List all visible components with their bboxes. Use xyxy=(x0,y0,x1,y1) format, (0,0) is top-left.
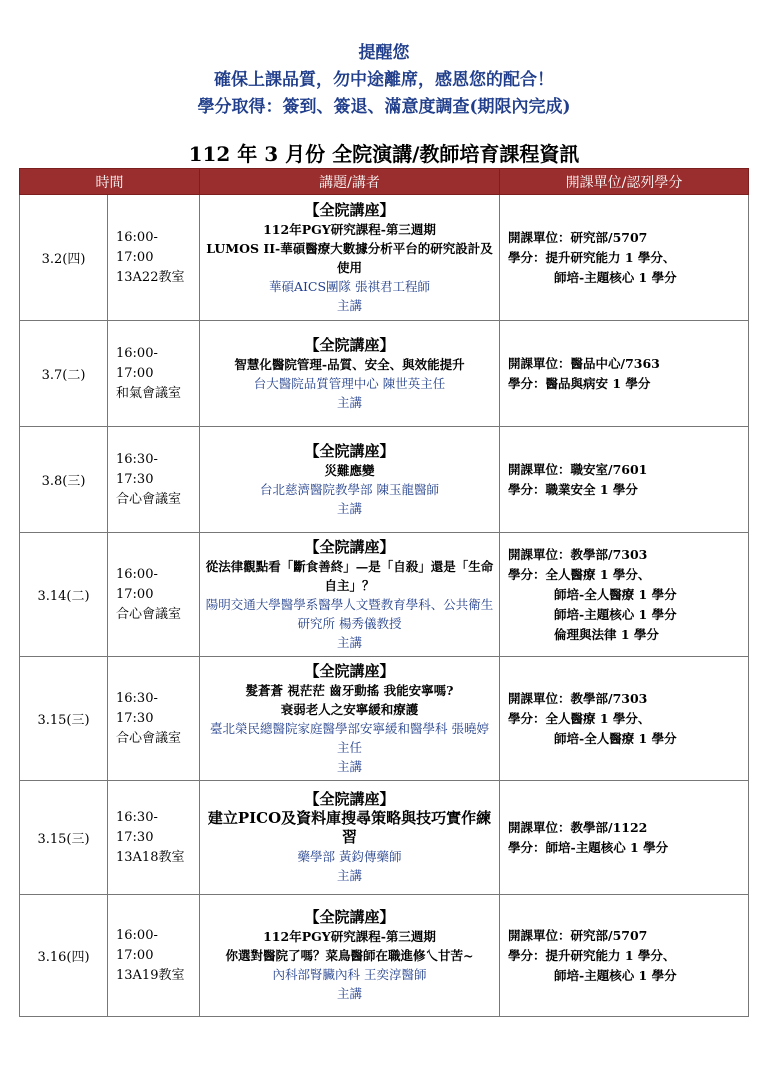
table-row xyxy=(20,195,749,321)
lecture-title: 從法律觀點看「斷食善終」—是「自殺」還是「生命自主」？ xyxy=(205,558,494,593)
date-cell: 3.7(二) xyxy=(20,321,108,427)
time-range: 16:00-17:00 xyxy=(116,345,158,381)
lecture-title: 112年PGY研究課程-第三週期 xyxy=(263,221,436,237)
credit-item: 學分：職業安全 1 學分 xyxy=(508,481,638,497)
date-cell: 3.8(三) xyxy=(20,427,108,533)
unit-label: 開課單位：教學部/1122 xyxy=(508,819,648,835)
speaker: 藥學部 黃鈞傳藥師 xyxy=(297,849,402,864)
table-row xyxy=(20,895,749,1017)
credit-item: 倫理與法律 1 學分 xyxy=(554,626,659,642)
room: 和氣會議室 xyxy=(116,385,182,401)
time-cell xyxy=(108,657,200,781)
notice-credit-rule: 學分取得：簽到、簽退、滿意度調查(期限內完成) xyxy=(197,97,571,117)
time-cell xyxy=(108,195,200,321)
credit-item: 師培-全人醫療 1 學分 xyxy=(554,730,677,746)
speaker: 台北慈濟醫院教學部 陳玉龍醫師 xyxy=(260,481,439,497)
host-label: 主講 xyxy=(336,394,362,410)
speaker: 陽明交通大學醫學系醫學人文暨教育學科、公共衛生研究所 楊秀儀教授 xyxy=(205,596,494,631)
lecture-title: 智慧化醫院管理-品質、安全、與效能提升 xyxy=(234,356,465,372)
time-cell xyxy=(108,895,200,1017)
date-cell: 3.14(二) xyxy=(20,533,108,657)
lecture-title: 建立PICO及資料庫搜尋策略與技巧實作練習 xyxy=(207,809,492,846)
credit-item: 師培-全人醫療 1 學分 xyxy=(554,586,677,602)
header-unit: 開課單位/認列學分 xyxy=(500,169,749,195)
credit-item: 學分：提升研究能力 1 學分、 xyxy=(508,249,676,265)
credit-item: 師培-主題核心 1 學分 xyxy=(554,967,677,983)
room: 13A18教室 xyxy=(116,849,185,865)
time-range: 16:00-17:00 xyxy=(116,927,158,963)
header-time: 時間 xyxy=(20,169,200,195)
credit-item: 學分：醫品與病安 1 學分 xyxy=(508,375,651,391)
credit-item: 師培-主題核心 1 學分 xyxy=(554,606,677,622)
room: 13A19教室 xyxy=(116,967,185,983)
date-cell: 3.2(四) xyxy=(20,195,108,321)
topic-cell xyxy=(200,657,500,781)
host-label: 主講 xyxy=(336,758,362,774)
topic-cell xyxy=(200,427,500,533)
topic-cell xyxy=(200,781,500,895)
topic-cell xyxy=(200,533,500,657)
credit-item: 學分：全人醫療 1 學分、 xyxy=(508,710,651,726)
table-row xyxy=(20,321,749,427)
header-topic: 講題/講者 xyxy=(200,169,500,195)
lecture-tag: 【全院講座】 xyxy=(304,661,395,680)
room: 合心會議室 xyxy=(116,730,182,746)
date-cell: 3.15(三) xyxy=(20,781,108,895)
host-label: 主講 xyxy=(336,634,362,650)
unit-cell xyxy=(500,657,749,781)
unit-label: 開課單位：教學部/7303 xyxy=(508,690,648,706)
unit-label: 開課單位：醫品中心/7363 xyxy=(508,355,660,371)
table-row xyxy=(20,427,749,533)
host-label: 主講 xyxy=(336,986,362,1001)
unit-cell xyxy=(500,195,749,321)
notice-quality: 確保上課品質，勿中途離席，感恩您的配合！ xyxy=(214,70,554,90)
lecture-tag: 【全院講座】 xyxy=(304,537,395,556)
unit-label: 開課單位：研究部/5707 xyxy=(508,229,648,245)
host-label: 主講 xyxy=(336,297,362,313)
credit-item: 學分：全人醫療 1 學分、 xyxy=(508,566,651,582)
lecture-tag: 【全院講座】 xyxy=(304,790,395,808)
unit-cell xyxy=(500,895,749,1017)
page-title: 112 年 3 月份 全院演講/教師培育課程資訊 xyxy=(188,142,580,166)
speaker: 華碩AICS團隊 張祺君工程師 xyxy=(268,278,431,294)
room: 合心會議室 xyxy=(116,491,182,507)
speaker: 內科部腎臟內科 王奕淳醫師 xyxy=(272,967,427,982)
time-range: 16:00-17:00 xyxy=(116,229,158,265)
date-cell: 3.15(三) xyxy=(20,657,108,781)
lecture-title: 髮蒼蒼 視茫茫 齒牙動搖 我能安寧嗎? xyxy=(245,682,454,698)
unit-cell xyxy=(500,781,749,895)
room: 13A22教室 xyxy=(116,269,185,285)
lecture-tag: 【全院講座】 xyxy=(304,200,395,219)
course-table xyxy=(19,168,749,1017)
lecture-title: 衰弱老人之安寧緩和療護 xyxy=(280,701,419,717)
credit-item: 師培-主題核心 1 學分 xyxy=(554,269,677,285)
time-range: 16:30-17:30 xyxy=(116,809,158,845)
lecture-title: 災難應變 xyxy=(324,462,375,478)
host-label: 主講 xyxy=(336,868,362,883)
lecture-title: 112年PGY研究課程-第三週期 xyxy=(263,929,436,944)
topic-cell xyxy=(200,195,500,321)
time-range: 16:30-17:30 xyxy=(116,451,158,487)
time-cell xyxy=(108,533,200,657)
topic-cell xyxy=(200,321,500,427)
speaker: 台大醫院品質管理中心 陳世英主任 xyxy=(253,375,446,391)
unit-cell xyxy=(500,321,749,427)
unit-label: 開課單位：研究部/5707 xyxy=(508,927,648,943)
lecture-title: 你選對醫院了嗎？菜鳥醫師在職進修乀甘苦~ xyxy=(225,948,474,963)
lecture-title: LUMOS II-華碩醫療大數據分析平台的研究設計及使用 xyxy=(206,240,493,275)
table-header-row xyxy=(20,169,749,195)
time-cell xyxy=(108,781,200,895)
credit-item: 學分：提升研究能力 1 學分、 xyxy=(508,947,676,963)
unit-label: 開課單位：教學部/7303 xyxy=(508,546,648,562)
unit-label: 開課單位：職安室/7601 xyxy=(508,461,648,477)
time-range: 16:30-17:30 xyxy=(116,690,158,726)
speaker: 臺北榮民總醫院家庭醫學部安寧緩和醫學科 張曉婷主任 xyxy=(210,720,489,755)
unit-cell xyxy=(500,533,749,657)
time-cell xyxy=(108,427,200,533)
unit-cell xyxy=(500,427,749,533)
lecture-tag: 【全院講座】 xyxy=(304,335,395,354)
table-row xyxy=(20,533,749,657)
topic-cell xyxy=(200,895,500,1017)
time-cell xyxy=(108,321,200,427)
lecture-tag: 【全院講座】 xyxy=(304,908,395,926)
date-cell: 3.16(四) xyxy=(20,895,108,1017)
table-row xyxy=(20,657,749,781)
notice-reminder: 提醒您 xyxy=(358,43,410,63)
credit-item: 學分：師培-主題核心 1 學分 xyxy=(508,839,669,855)
host-label: 主講 xyxy=(336,500,362,516)
time-range: 16:00-17:00 xyxy=(116,566,158,602)
lecture-tag: 【全院講座】 xyxy=(304,441,395,460)
room: 合心會議室 xyxy=(116,606,182,622)
table-row xyxy=(20,781,749,895)
